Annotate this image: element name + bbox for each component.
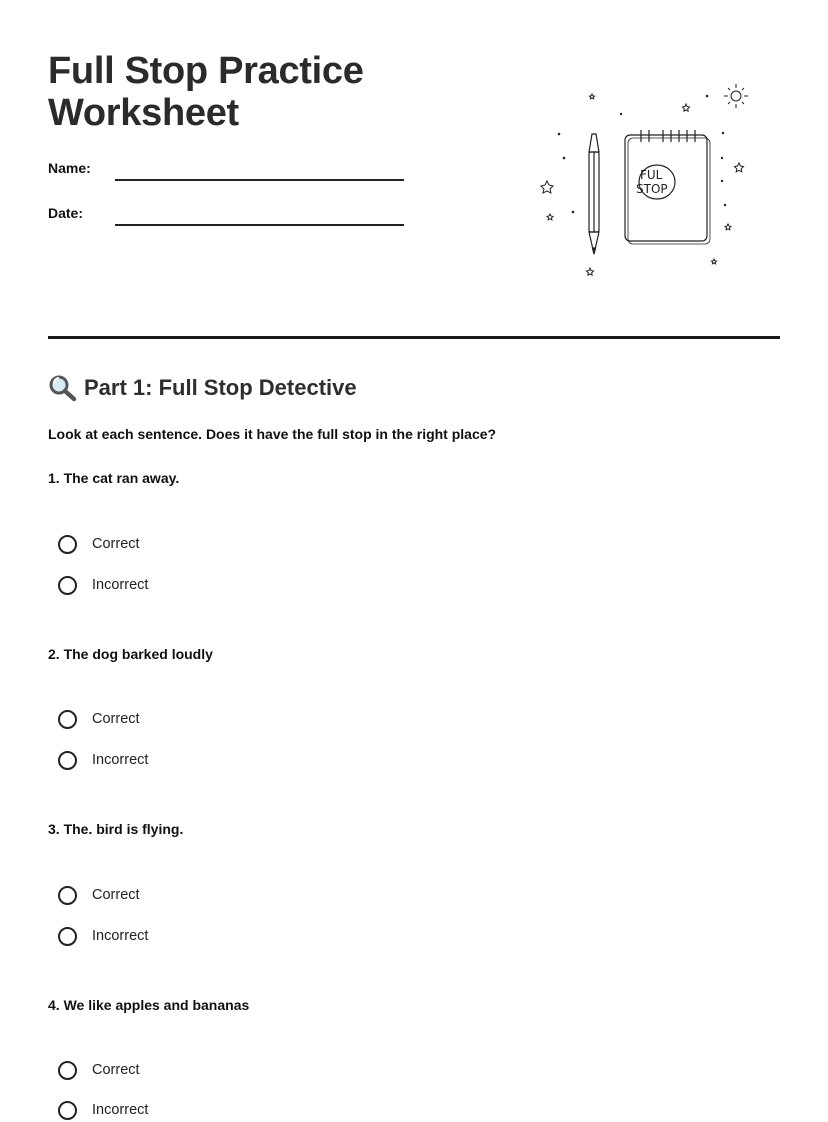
question-1-option-incorrect[interactable]: [58, 573, 148, 597]
notebook-pencil-illustration: [530, 78, 760, 288]
option-label: Incorrect: [92, 928, 149, 944]
pencil-icon: [589, 134, 599, 254]
radio-button[interactable]: [58, 535, 77, 554]
page-title: Full Stop Practice Worksheet: [48, 50, 364, 134]
section-heading: [48, 374, 357, 402]
question-2-text: 2. The dog barked loudly: [48, 646, 213, 662]
option-label: Incorrect: [92, 752, 149, 768]
question-3-option-correct[interactable]: [58, 883, 140, 907]
section-title-text: Part 1: Full Stop Detective: [84, 375, 357, 400]
name-line[interactable]: [115, 179, 404, 181]
option-label: Correct: [92, 536, 140, 552]
question-1-option-correct[interactable]: [58, 532, 140, 556]
question-1-text: 1. The cat ran away.: [48, 470, 180, 486]
option-label: Incorrect: [92, 577, 149, 593]
date-line[interactable]: [115, 224, 404, 226]
option-label: Correct: [92, 1062, 140, 1078]
question-4-option-correct[interactable]: [58, 1058, 140, 1082]
question-2-option-incorrect[interactable]: [58, 748, 148, 772]
question-3-option-incorrect[interactable]: [58, 924, 148, 948]
option-label: Incorrect: [92, 1102, 149, 1118]
radio-button[interactable]: [58, 710, 77, 729]
radio-button[interactable]: [58, 576, 77, 595]
radio-button[interactable]: [58, 1101, 77, 1120]
question-2-option-correct[interactable]: [58, 707, 140, 731]
magnifying-glass-icon: [48, 374, 78, 402]
name-label: Name:: [48, 160, 91, 176]
name-field[interactable]: [48, 160, 408, 184]
sun-icon: [724, 84, 748, 108]
option-label: Correct: [92, 711, 140, 727]
question-4-option-incorrect[interactable]: [58, 1098, 148, 1122]
radio-button[interactable]: [58, 1061, 77, 1080]
option-label: Correct: [92, 887, 140, 903]
section-divider: [48, 336, 780, 339]
radio-button[interactable]: [58, 751, 77, 770]
instructions-text: Look at each sentence. Does it have the full stop in the right place?: [48, 426, 497, 442]
question-3-text: 3. The. bird is flying.: [48, 821, 184, 837]
notebook-text-2: STOP: [636, 182, 668, 196]
question-4-text: 4. We like apples and bananas: [48, 997, 250, 1013]
date-label: Date:: [48, 205, 84, 221]
radio-button[interactable]: [58, 927, 77, 946]
notebook-text-1: FUL: [640, 168, 663, 182]
radio-button[interactable]: [58, 886, 77, 905]
date-field[interactable]: [48, 205, 408, 229]
